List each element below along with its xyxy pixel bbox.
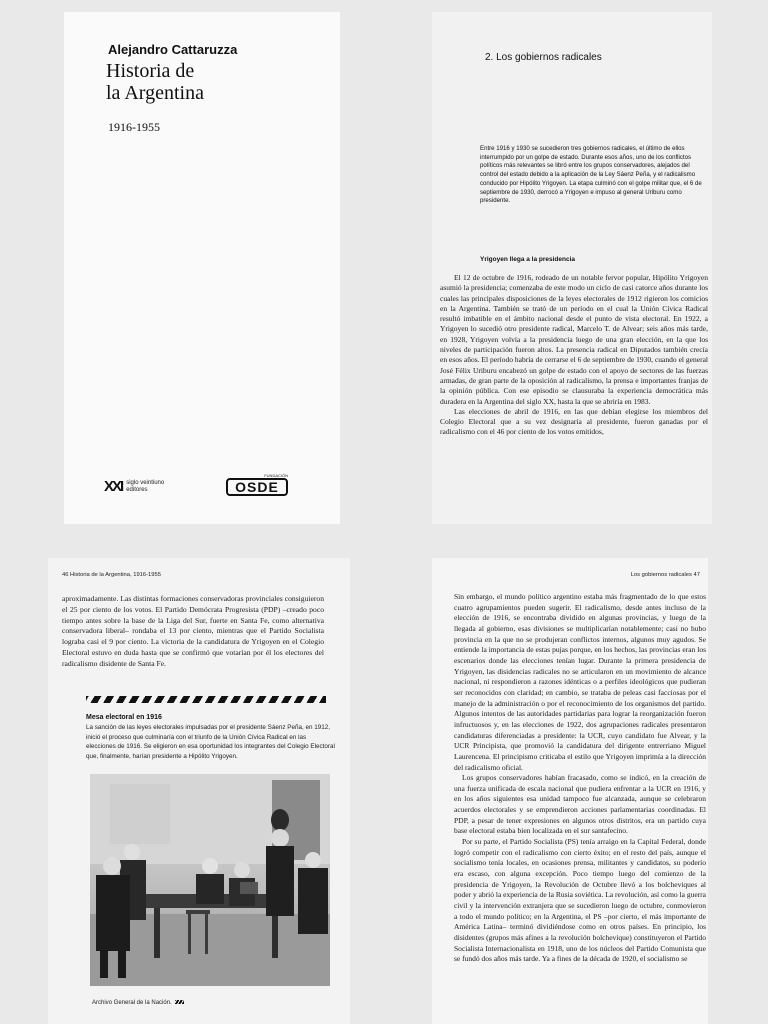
- paragraph: Sin embargo, el mundo político argentino estaba más fragmentado de lo que estos cuatro agrupamientos pueden sugerir. El radicalismo, desde antes incluso de la elección de 1916, se encontraba dividido en algunas provincias, y luego de la llegada al gobierno, esas divisiones se multiplicarían notablemente; casi no hubo provincia en la que no se produjeran conflictos internos, algunos muy agudos. Se entiende la importancia de estas pujas porque, en los hechos, las provincias eran los escenarios donde las elecciones tenían lugar. Durante la primera presidencia de Yrigoyen, las disidencias radicales no se articularon en un movimiento de alcance nacional, ni respondieron a razones idénticas o a perfiles ideológicos que pudieran ser reconocidos con claridad; en cambio, se trataba de peleas casi facciosas por el manejo de la administración o por el reconocimiento de los organismos del partido. Algunos intentos de las autoridades partidarias para lograr la reorganización fueron infructuosos y, en las elecciones de 1922, dos agrupaciones radicales presentaron candidaturas diferenciadas a presidente: la UCR, cuyo candidato fue Alvear, y la UCR Principista, que promovió la candidatura del dirigente entrerriano Miguel Laurencena. El principismo criticaba el estilo que Yrigoyen imprimía a la dirección del radicalismo oficial.: [454, 592, 706, 772]
- book-title-line-1: Historia de: [106, 60, 195, 82]
- page-body: aproximadamente. Las distintas formaciones conservadoras provinciales consiguieron el 25 por ciento de los votos. El Partido Demócrata Progresista (PDP) –creado poco tiempo antes sobre la base de la Liga del Sur, fuerte en Santa Fe, como alternativa conservadora liberal– rondaba el 13 por ciento, mientras que el Partido Socialista lograba casi el 9 por ciento. La victoria de la candidatura de Yrigoyen en el Colegio Electoral estuvo en duda hasta que se confirmó que votarían por él los electores del radicalismo disidente de Santa Fe.: [62, 594, 324, 668]
- running-head: Los gobiernos radicales 47: [630, 572, 700, 578]
- chapter-opening-page: [432, 12, 712, 524]
- siglo-xxi-logo-icon: XXI: [104, 478, 123, 495]
- title-page: [64, 12, 340, 524]
- paragraph: El 12 de octubre de 1916, rodeado de un notable fervor popular, Hipólito Yrigoyen asumió la presidencia; comenzaba de este modo un ciclo de casi catorce años durante los cuales las principales disposiciones de la leyes electorales de 1912 rigieron los comicios en la Argentina. También se trató de un período en el cual la Unión Cívica Radical resultó imbatible en el ámbito nacional desde el punto de vista electoral. En 1922, a Yrigoyen lo sucedió otro presidente radical, Marcelo T. de Alvear; seis años más tarde, en 1928, Yrigoyen volvía a la presidencia luego de una gran elección, en la que los niveles de participación fueron altos. La presencia radical en Diputados también crecía en esos años. El período habría de cerrarse el 6 de septiembre de 1930, cuando el general José Félix Uriburu encabezó un golpe de estado con el apoyo de sectores de las fuerzas armadas, de gran parte de la oposición al radicalismo, la prensa e importantes franjas de la opinión pública. Con ese episodio se clausuraba la experiencia democrática más duradera en la Argentina del siglo XX, hasta la que se abriría en 1983.: [440, 273, 708, 406]
- historical-photo: [90, 774, 330, 986]
- chapter-body: [440, 273, 708, 438]
- page-body: [454, 592, 706, 965]
- paragraph: Las elecciones de abril de 1916, en las que debían elegirse los miembros del Colegio Electoral que a su vez designaría al presidente, fueron ganadas por el radicalismo con el 46 por ciento de los votos emitidos,: [440, 406, 708, 437]
- chapter-heading: 2. Los gobiernos radicales: [485, 52, 602, 63]
- paragraph: Los grupos conservadores habían fracasado, como se indicó, en la creación de una fuerza unificada de escala nacional que pudiera enfrentar a la UCR en 1916, y en los años siguientes esa unidad tampoco fue alcanzada, aunque se celebraron acuerdos electorales y se emprendieron acciones parlamentarias coordinadas. El PDP, a pesar de tener expresiones en algunos otros distritos, era un partido cuya base electoral estaba bien localizada en el sur santafecino.: [454, 773, 706, 836]
- publisher-logo-osde: [226, 473, 288, 496]
- box-stripe-divider: [86, 696, 326, 703]
- paragraph: Por su parte, el Partido Socialista (PS) tenía arraigo en la Capital Federal, donde logró competir con el radicalismo con cierto éxito; en el resto del país, aunque el socialismo tenía locales, en ocasiones prensa, militantes y candidatos, su poderío era escaso, con alguna excepción. Poco tiempo luego del comienzo de la presidencia de Yrigoyen, la Revolución de Octubre llevó a los bolcheviques al poder y abrió la experiencia de la Rusia soviética. La revolución, así como la guerra civil y la intervención extranjera que se sucedieron luego de octubre, conmovieron a todo el mundo político; en la Argentina, el PS –por cierto, el más importante de América Latina– terminó dividiéndose como en otros países. En principio, los disidentes (grupos más afines a la revolución bolchevique) constituyeron el Partido Socialista Internacionalista en 1918, uno de los núcleos del Partido Comunista que se fundó dos años más tarde. Ya a fines de la década de 1920, el socialismo se: [454, 837, 706, 964]
- publisher-sub: editores: [126, 486, 148, 493]
- page-47: [432, 558, 708, 1024]
- chapter-intro: Entre 1916 y 1930 se sucedieron tres gobiernos radicales, el último de ellos interrumpido por un golpe de estado. Durante esos años, uno de los conflictos políticos más relevantes se libró entre los grupos conservadores, alejados del control del estado debido a la aplicación de la Ley Sáenz Peña, y el radicalismo conducido por Hipólito Yrigoyen. La etapa culminó con el golpe militar que, el 6 de septiembre de 1930, derrocó a Yrigoyen e impuso al general Uriburu como presidente.: [480, 145, 702, 205]
- author-name: Alejandro Cattaruzza: [108, 42, 238, 57]
- box-title: Mesa electoral en 1916: [86, 714, 162, 721]
- photo-credit: [92, 1000, 184, 1006]
- book-title: [106, 60, 204, 104]
- book-years: 1916-1955: [108, 120, 160, 134]
- osde-foundation-label: FUNDACIÓN: [264, 473, 288, 478]
- section-title: Yrigoyen llega a la presidencia: [480, 256, 576, 263]
- page-46: [48, 558, 350, 1024]
- box-text: La sanción de las leyes electorales impulsadas por el presidente Sáenz Peña, en 1912, inició el proceso que culminaría con el triunfo de la Unión Cívica Radical en las elecciones de 1916. Se eligieron en esa oportunidad los integrantes del Colegio Electoral que, finalmente, harían presidente a Hipólito Yrigoyen.: [86, 724, 335, 760]
- osde-logo-icon: OSDE: [226, 478, 288, 496]
- publisher-logo-siglo-xxi: [104, 478, 164, 495]
- photo-credit-text: Archivo General de la Nación.: [92, 1000, 172, 1006]
- photo-electoral-table-icon: [90, 774, 330, 986]
- publisher-name: siglo veintiuno: [126, 479, 165, 486]
- stripe-mark-icon: [175, 1000, 184, 1004]
- book-title-line-2: la Argentina: [106, 82, 204, 104]
- running-head: 46 Historia de la Argentina, 1916-1955: [62, 572, 161, 578]
